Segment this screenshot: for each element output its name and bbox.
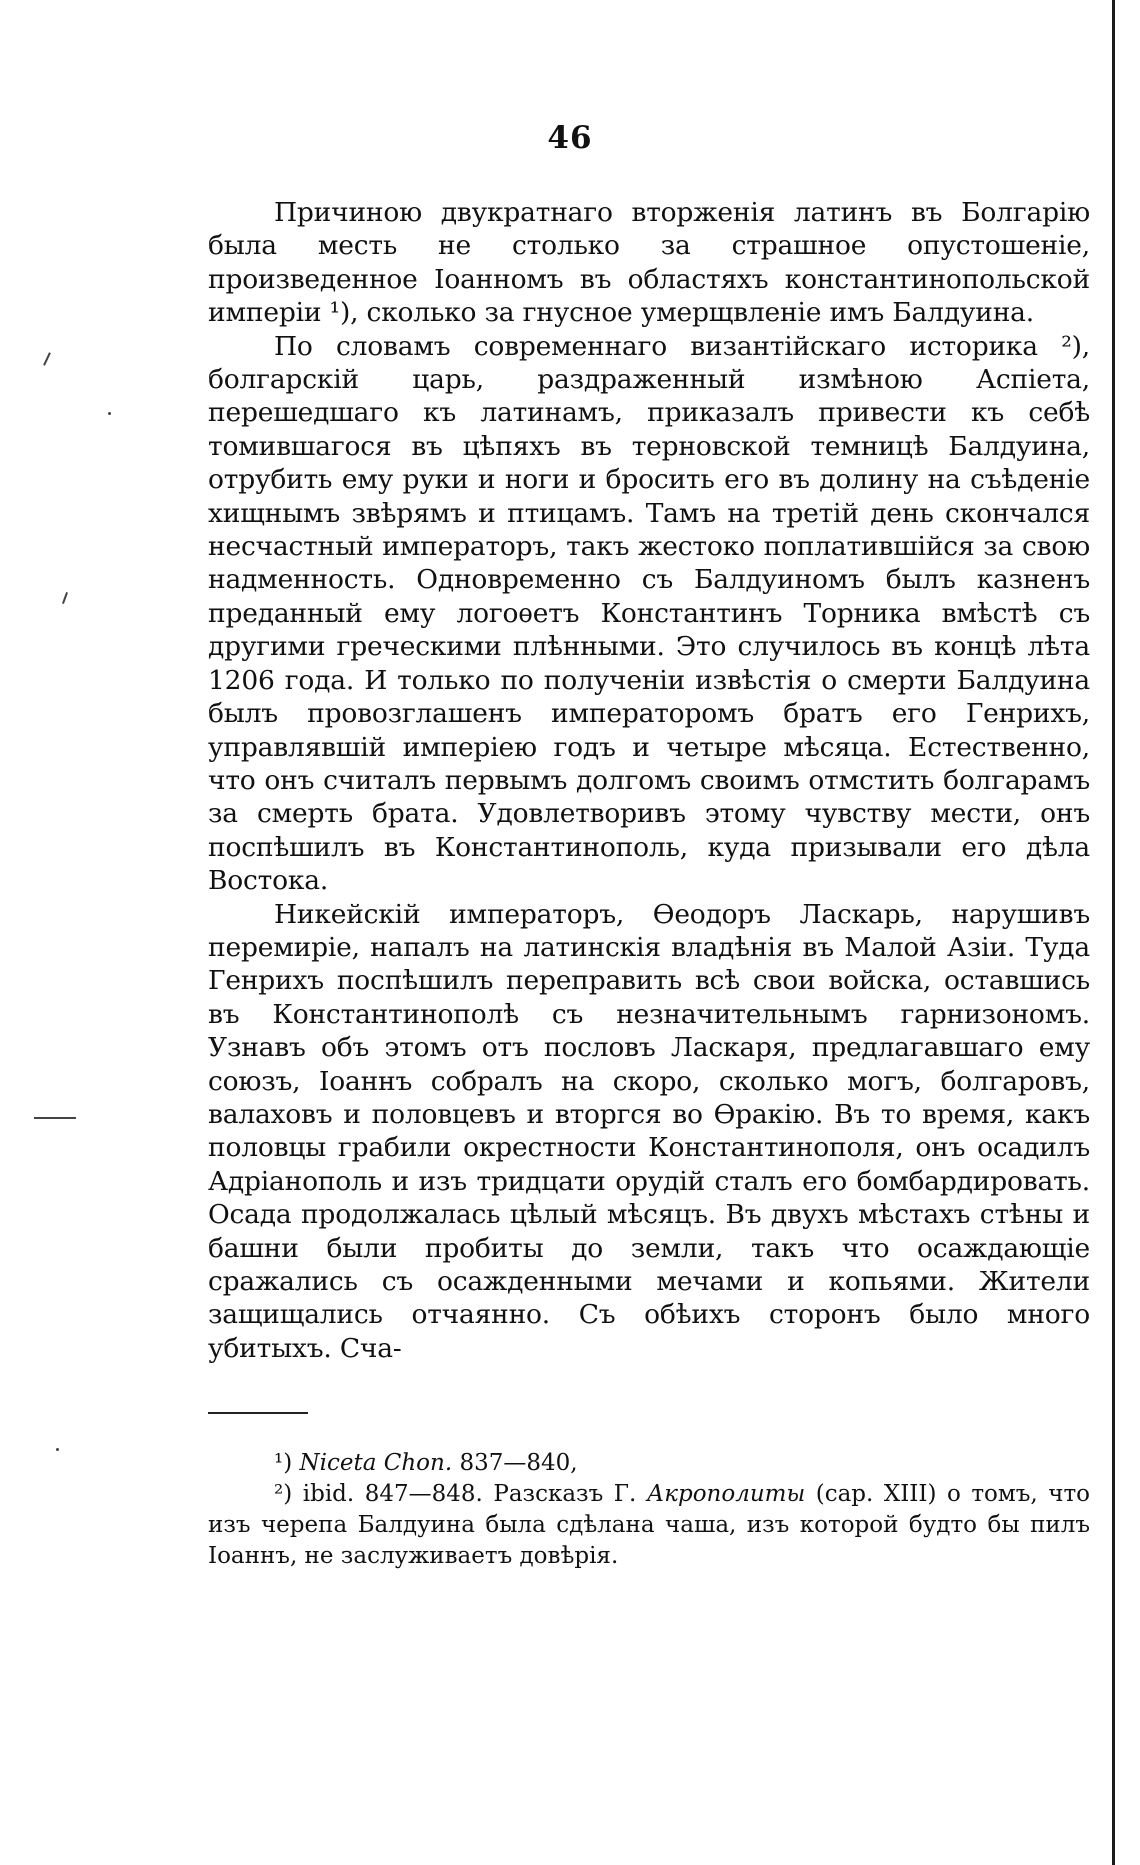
margin-mark <box>62 592 68 604</box>
footnote-1-marker: ¹) <box>274 1450 293 1476</box>
margin-mark <box>43 352 51 366</box>
main-text <box>208 196 1090 1365</box>
margin-mark <box>108 412 111 415</box>
footnote-2 <box>208 1479 1090 1572</box>
page-number: 46 <box>547 120 593 156</box>
margin-mark <box>56 1448 59 1451</box>
paragraph-3: Никейскій императоръ, Ѳеодоръ Ласкарь, нарушивъ перемиріе, напалъ на латинскія владѣнія въ Малой Азіи. Туда Генрихъ поспѣшилъ переправить всѣ свои войска, оставшись въ Константинополѣ съ незначительнымъ гарнизономъ. Узнавъ объ этомъ отъ пословъ Ласкаря, предлагавшаго ему союзъ, Іоаннъ собралъ на скоро, сколько могъ, болгаровъ, валаховъ и половцевъ и вторгся во Ѳракію. Въ то время, какъ половцы грабили окрестности Константинополя, онъ осадилъ Адріанополь и изъ тридцати орудій сталъ его бомбардировать. Осада продолжалась цѣлый мѣсяцъ. Въ двухъ мѣстахъ стѣны и башни были пробиты до земли, такъ что осаждающіе сражались съ осажденными мечами и копьями. Жители защищались отчаянно. Съ обѣихъ сторонъ было много убитыхъ. Сча- <box>208 898 1090 1364</box>
footnote-separator <box>208 1412 308 1414</box>
paragraph-1: Причиною двукратнаго вторженія латинъ въ Болгарію была месть не столько за страшное опустошеніе, произведенное Іоанномъ въ областяхъ константинопольской имперіи ¹), сколько за гнусное умерщвленіе имъ Балдуина. <box>208 197 1090 329</box>
footnote-1-source: Nicеta Chon. <box>299 1450 453 1476</box>
page-edge-line <box>1112 0 1115 1865</box>
footnote-2-italic-name: Акрополиты <box>646 1481 806 1507</box>
footnote-1-pages: 837—840, <box>459 1450 578 1476</box>
paragraph-2: По словамъ современнаго византійскаго историка ²), болгарскій царь, раздраженный измѣною Аспіета, перешедшаго къ латинамъ, приказалъ привести къ себѣ томившагося въ цѣпяхъ въ терновской темницѣ Балдуина, отрубить ему руки и ноги и бросить его въ долину на съѣденіе хищнымъ звѣрямъ и птицамъ. Тамъ на третій день скончался несчастный императоръ, такъ жестоко поплатившійся за свою надменность. Одновременно съ Балдуиномъ былъ казненъ преданный ему логоѳетъ Константинъ Торника вмѣстѣ съ другими греческими плѣнными. Это случилось въ концѣ лѣта 1206 года. И только по полученіи извѣстія о смерти Балдуина былъ провозглашенъ императоромъ братъ его Генрихъ, управлявшій имперіею годъ и четыре мѣсяца. Естественно, что онъ считалъ первымъ долгомъ своимъ отмстить болгарамъ за смерть брата. Удовлетворивъ этому чувству мести, онъ поспѣшилъ въ Константинополь, куда призывали его дѣла Востока. <box>208 330 1090 897</box>
footnote-2-text-after: (сар. XIII) о томъ, что изъ черепа Балдуина была сдѣлана чаша, изъ которой будто бы пилъ Іоаннъ, не заслуживаетъ довѣрія. <box>208 1481 1091 1569</box>
footnote-2-marker: ²) <box>274 1481 293 1507</box>
footnote-2-text-before: ibid. 847—848. Разсказъ Г. <box>302 1481 637 1507</box>
margin-mark <box>34 1117 76 1119</box>
footnote-1 <box>208 1448 1090 1479</box>
footnotes <box>208 1448 1090 1572</box>
